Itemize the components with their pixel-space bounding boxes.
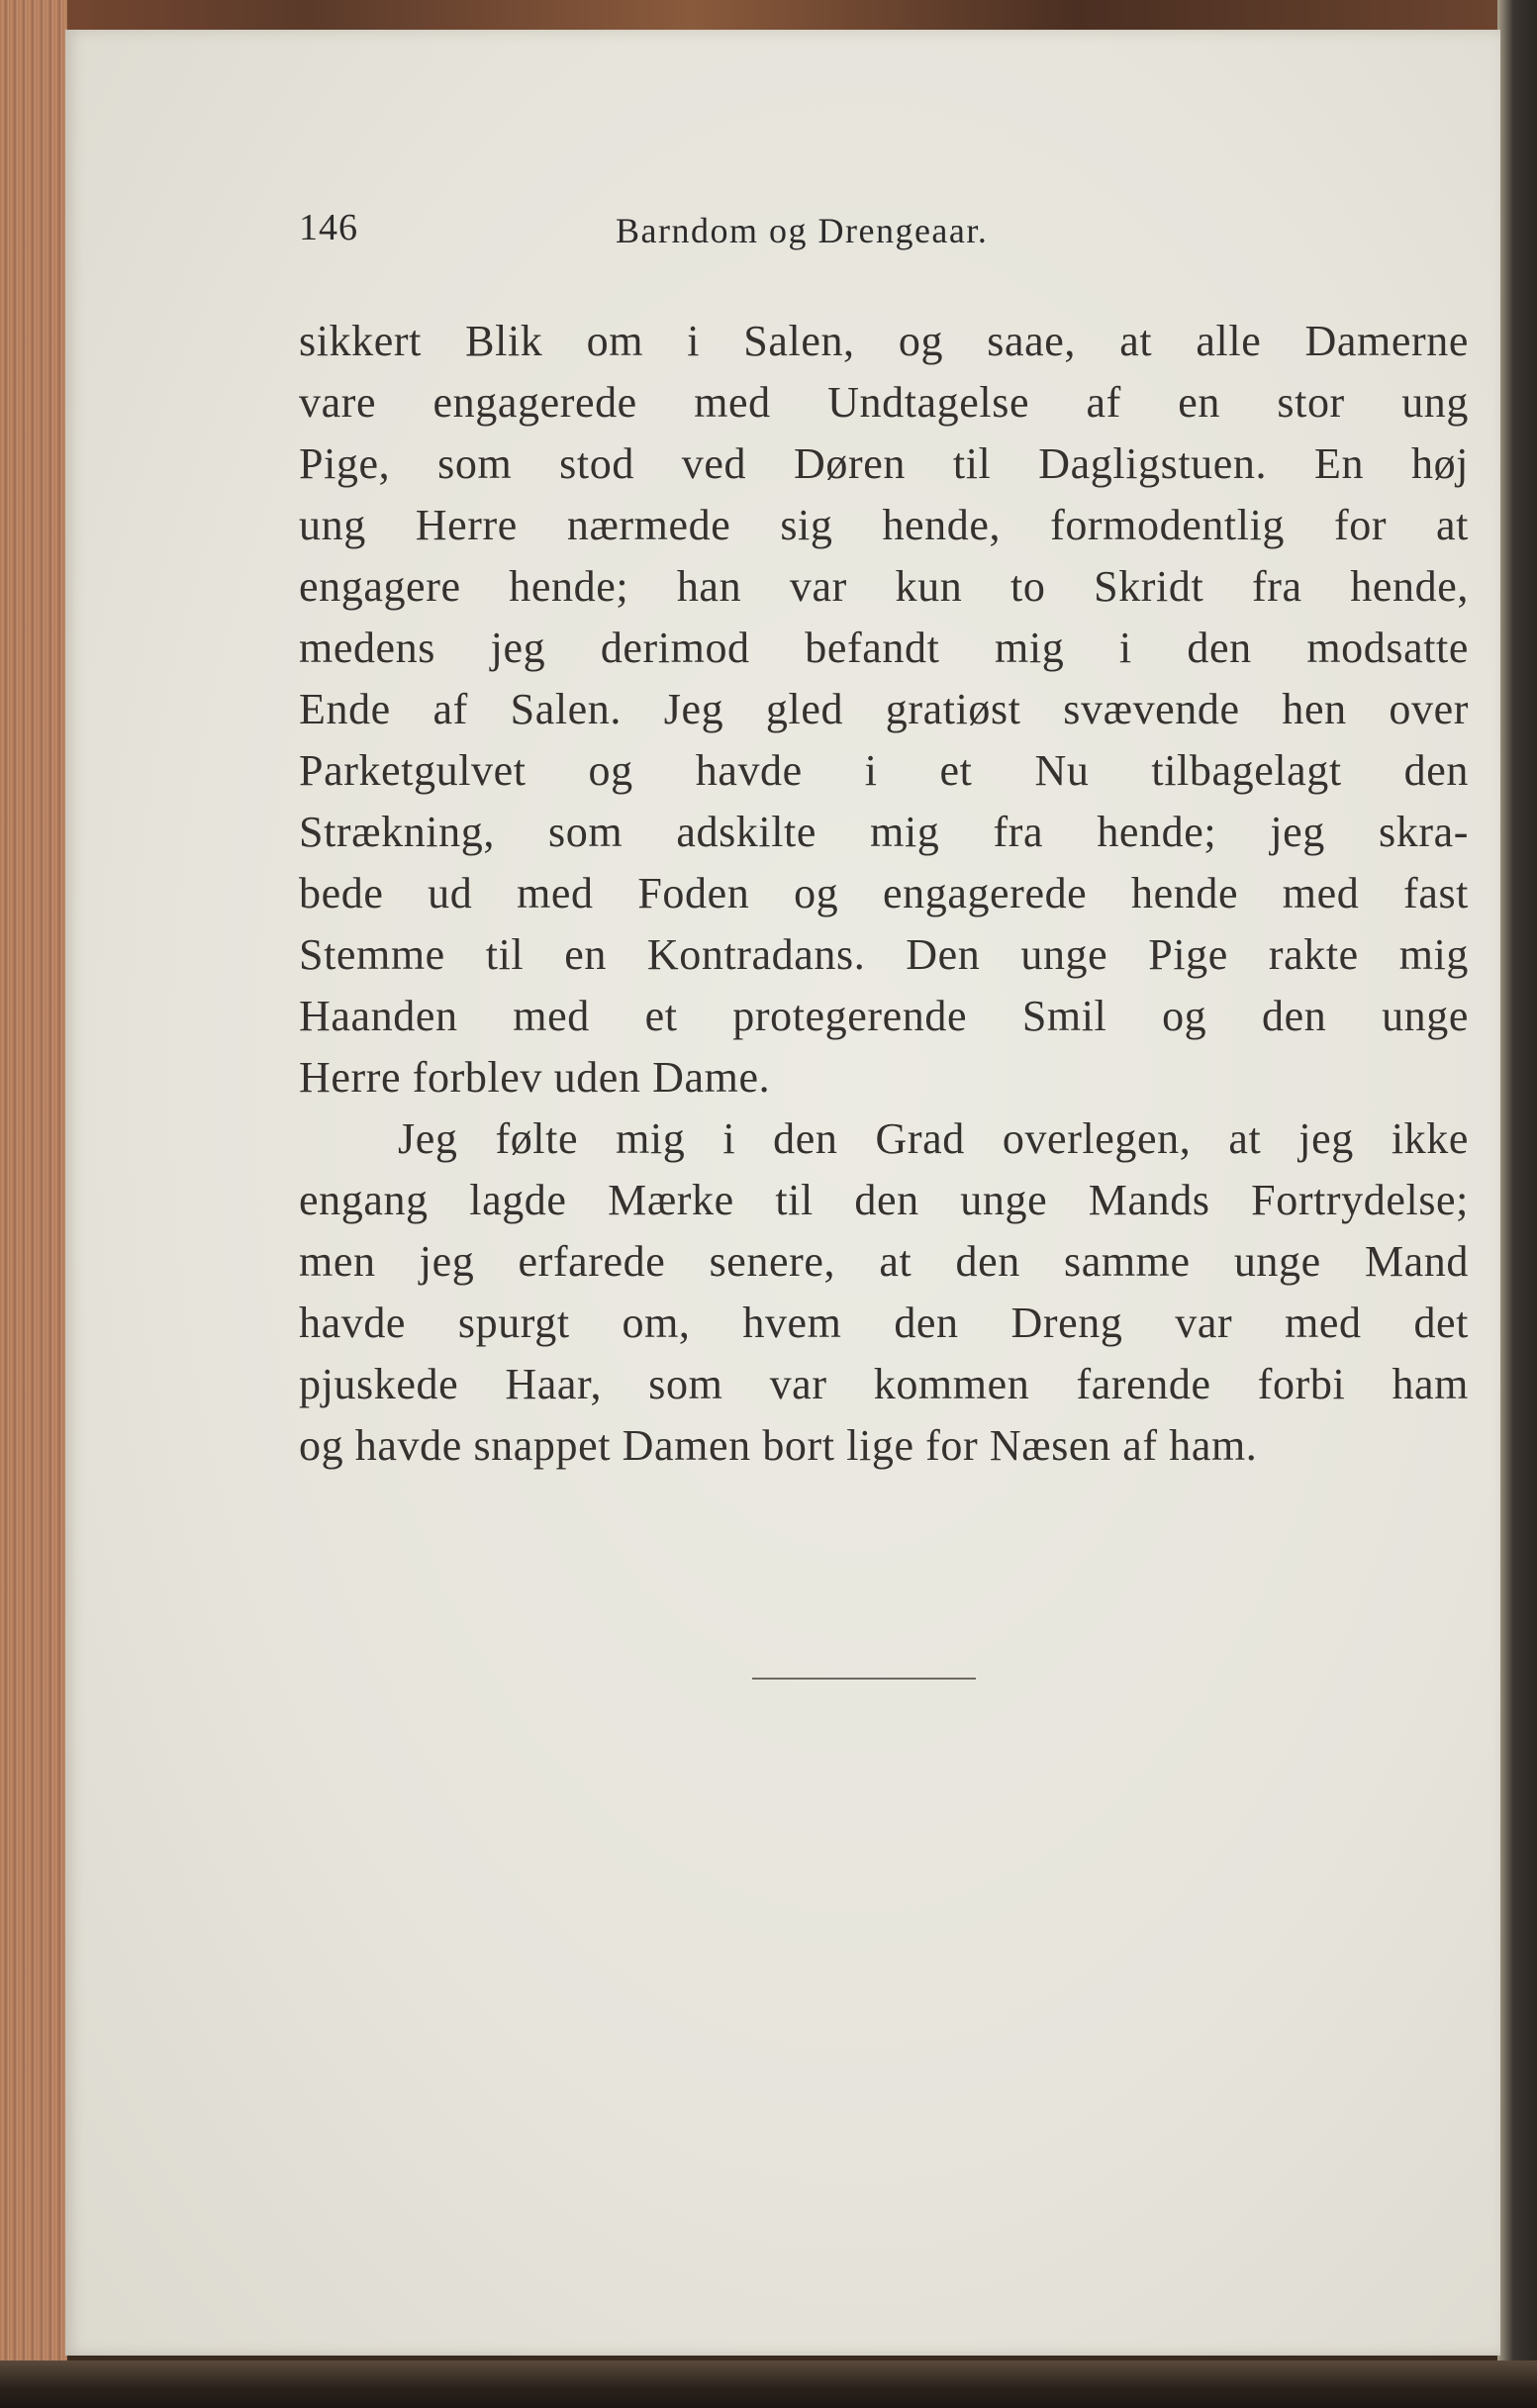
text-line: Pige, som stod ved Døren til Dagligstuen. En høj (299, 439, 1469, 488)
text-line: sikkert Blik om i Salen, og saae, at alle Damerne (299, 317, 1469, 365)
text-line: Haanden med et protegerende Smil og den unge (299, 992, 1469, 1040)
book-page-edges (0, 0, 67, 2408)
text-line: Jeg følte mig i den Grad overlegen, at jeg ikke (398, 1114, 1469, 1163)
chapter-end-rule (752, 1678, 976, 1680)
text-line: havde spurgt om, hvem den Dreng var med det (299, 1299, 1469, 1347)
book-right-edge (1497, 0, 1537, 2408)
text-line: bede ud med Foden og engagerede hende med fast (299, 869, 1469, 917)
text-line: medens jeg derimod befandt mig i den modsatte (299, 624, 1469, 672)
text-line: Stemme til en Kontradans. Den unge Pige rakte mig (299, 930, 1469, 979)
page-number: 146 (299, 207, 358, 248)
text-line: og havde snappet Damen bort lige for Næsen af ham. (299, 1421, 1258, 1470)
body-text (299, 311, 1469, 1477)
running-head: Barndom og Drengeaar. (616, 211, 989, 250)
text-line: Ende af Salen. Jeg gled gratiøst svævende hen over (299, 685, 1469, 733)
book-bottom-edge (0, 2360, 1537, 2408)
text-line: Parketgulvet og havde i et Nu tilbagelagt den (299, 746, 1469, 795)
text-line: men jeg erfarede senere, at den samme unge Mand (299, 1237, 1469, 1286)
text-line: vare engagerede med Undtagelse af en stor ung (299, 378, 1469, 427)
text-line: pjuskede Haar, som var kommen farende forbi ham (299, 1360, 1469, 1408)
book-top-edge (0, 0, 1537, 34)
page-header (65, 206, 1500, 265)
book-page (65, 30, 1500, 2356)
text-line: Strækning, som adskilte mig fra hende; jeg skra- (299, 808, 1469, 856)
text-line: engang lagde Mærke til den unge Mands Fortrydelse; (299, 1176, 1469, 1224)
text-line: engagere hende; han var kun to Skridt fra hende, (299, 562, 1469, 611)
text-line: ung Herre nærmede sig hende, formodentlig for at (299, 501, 1469, 549)
text-line: Herre forblev uden Dame. (299, 1053, 771, 1102)
